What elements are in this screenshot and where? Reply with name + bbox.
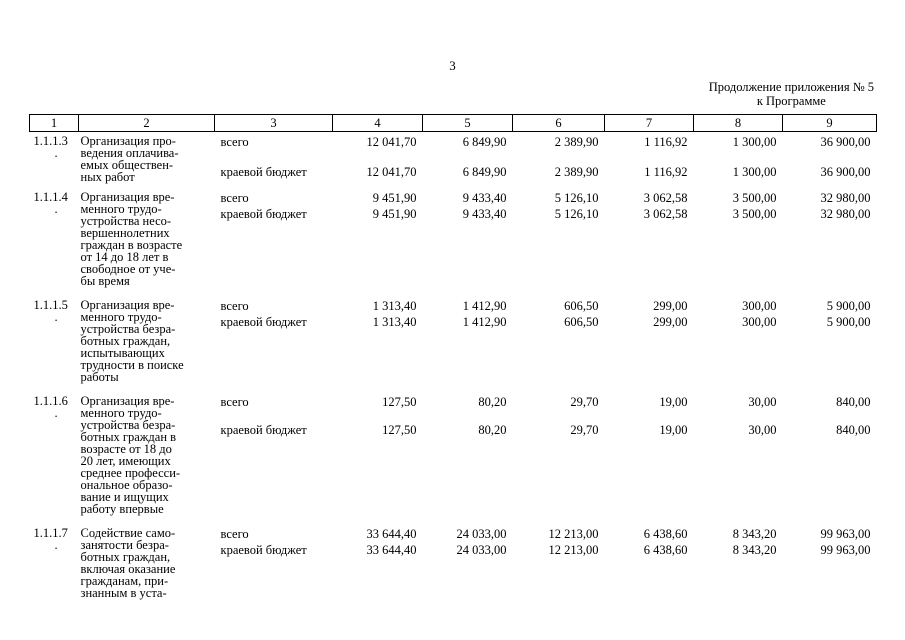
row-code-line: 1.1.1.7 xyxy=(33,525,68,540)
budget-value: 12 041,70 xyxy=(366,165,417,179)
total-value: 5 900,00 xyxy=(826,298,871,313)
row-name-line: вание и ищущих xyxy=(80,489,169,504)
budget-label: краевой бюджет xyxy=(220,422,307,437)
total-value: 80,20 xyxy=(478,394,507,409)
row-name-line: включая оказание xyxy=(80,561,176,576)
total-value: 36 900,00 xyxy=(820,135,871,149)
total-value: 1 412,90 xyxy=(462,298,507,313)
budget-label: краевой бюджет xyxy=(220,206,307,221)
total-value: 300,00 xyxy=(742,298,777,313)
row-name-line: устройства несо- xyxy=(80,213,172,228)
table-row xyxy=(30,188,877,296)
row-name xyxy=(79,392,215,524)
total-value-cell xyxy=(783,524,877,604)
row-name-line: 20 лет, имеющих xyxy=(80,453,171,468)
total-value-cell xyxy=(333,524,423,604)
budget-value: 300,00 xyxy=(742,314,777,329)
row-name-line: работу впервые xyxy=(80,501,164,516)
total-value: 12 041,70 xyxy=(366,135,417,149)
total-value: 127,50 xyxy=(382,394,417,409)
budget-value: 5 126,10 xyxy=(554,206,599,221)
row-name-line: менного трудо- xyxy=(80,309,162,324)
table-row xyxy=(30,524,877,604)
budget-value: 3 500,00 xyxy=(732,206,777,221)
column-header-8: 8 xyxy=(694,115,783,132)
row-name-line: среднее професси- xyxy=(80,465,181,480)
total-value-cell xyxy=(513,296,605,392)
row-name xyxy=(79,524,215,604)
row-code-line: 1.1.1.6 xyxy=(33,393,68,408)
total-value-cell xyxy=(605,188,694,296)
row-name-line: менного трудо- xyxy=(80,405,162,420)
total-label: всего xyxy=(220,394,249,409)
budget-value: 99 963,00 xyxy=(820,542,871,557)
row-name-line: граждан в возрасте xyxy=(80,237,183,252)
row-name-line: устройства безра- xyxy=(80,321,176,336)
row-name xyxy=(79,132,215,188)
column-header-3: 3 xyxy=(215,115,333,132)
budget-label: краевой бюджет xyxy=(220,542,307,557)
budget-value: 32 980,00 xyxy=(820,206,871,221)
total-value-cell xyxy=(333,188,423,296)
total-value: 3 062,58 xyxy=(643,190,688,205)
total-value-cell xyxy=(783,392,877,524)
budget-value: 9 433,40 xyxy=(462,206,507,221)
budget-value: 1 300,00 xyxy=(732,165,777,179)
total-value: 3 500,00 xyxy=(732,190,777,205)
row-name-line: испытывающих xyxy=(80,345,165,360)
total-value-cell xyxy=(605,392,694,524)
row-name-line: Организация вре- xyxy=(80,189,175,204)
total-value-cell xyxy=(423,132,513,188)
budget-value: 36 900,00 xyxy=(820,165,871,179)
total-value-cell xyxy=(694,524,783,604)
column-header-6: 6 xyxy=(513,115,605,132)
row-code-line: 1.1.1.5 xyxy=(33,297,68,312)
row-code-line: 1.1.1.4 xyxy=(33,189,68,204)
row-code-line: 1.1.1.3 xyxy=(33,134,68,148)
budget-value: 2 389,90 xyxy=(554,165,599,179)
total-value: 99 963,00 xyxy=(820,526,871,541)
row-code-line: . xyxy=(54,405,58,420)
row-name-line: емых обществен- xyxy=(80,158,174,172)
total-value-cell xyxy=(694,392,783,524)
row-name-line: устройства безра- xyxy=(80,417,176,432)
row-name-line: от 14 до 18 лет в xyxy=(80,249,169,264)
total-value: 299,00 xyxy=(653,298,688,313)
appendix-note-line-2: к Программе xyxy=(756,94,826,108)
total-label-cell xyxy=(215,132,333,188)
total-value-cell xyxy=(423,392,513,524)
total-value-cell xyxy=(605,296,694,392)
total-label: всего xyxy=(220,135,249,149)
total-label: всего xyxy=(220,190,249,205)
row-code xyxy=(30,296,79,392)
total-label-cell xyxy=(215,392,333,524)
budget-value: 1 412,90 xyxy=(462,314,507,329)
row-code-line: . xyxy=(54,146,58,160)
total-value: 19,00 xyxy=(659,394,688,409)
total-value-cell xyxy=(513,392,605,524)
budget-value: 12 213,00 xyxy=(548,542,599,557)
budget-table xyxy=(29,114,877,604)
row-name-line: менного трудо- xyxy=(80,201,162,216)
total-value: 1 300,00 xyxy=(732,135,777,149)
row-name-line: трудности в поиске xyxy=(80,357,184,372)
budget-value: 30,00 xyxy=(748,422,777,437)
row-code-line: . xyxy=(54,201,58,216)
row-name xyxy=(79,296,215,392)
total-value: 33 644,40 xyxy=(366,526,417,541)
total-value: 606,50 xyxy=(564,298,599,313)
total-label: всего xyxy=(220,526,249,541)
total-value-cell xyxy=(783,188,877,296)
total-value-cell xyxy=(333,296,423,392)
table-row xyxy=(30,392,877,524)
total-value-cell xyxy=(423,188,513,296)
budget-value: 606,50 xyxy=(564,314,599,329)
total-value-cell xyxy=(513,524,605,604)
row-name xyxy=(79,188,215,296)
total-value-cell xyxy=(783,296,877,392)
budget-value: 840,00 xyxy=(836,422,871,437)
total-value: 8 343,20 xyxy=(732,526,777,541)
budget-value: 299,00 xyxy=(653,314,688,329)
total-value: 9 433,40 xyxy=(462,190,507,205)
total-value-cell xyxy=(423,296,513,392)
budget-value: 1 116,92 xyxy=(644,165,688,179)
row-name-line: Организация про- xyxy=(80,134,176,148)
total-value: 24 033,00 xyxy=(456,526,507,541)
total-label-cell xyxy=(215,524,333,604)
column-number-row xyxy=(30,115,877,132)
total-value-cell xyxy=(605,524,694,604)
budget-value: 33 644,40 xyxy=(366,542,417,557)
column-header-2: 2 xyxy=(79,115,215,132)
row-name-line: ведения оплачива- xyxy=(80,146,179,160)
total-value: 1 313,40 xyxy=(372,298,417,313)
row-code-line: . xyxy=(54,309,58,324)
budget-value: 6 849,90 xyxy=(462,165,507,179)
row-name-line: ных работ xyxy=(80,170,135,184)
total-value-cell xyxy=(423,524,513,604)
row-code xyxy=(30,132,79,188)
total-value-cell xyxy=(333,132,423,188)
table-row xyxy=(30,296,877,392)
total-label-cell xyxy=(215,296,333,392)
total-value-cell xyxy=(333,392,423,524)
column-header-4: 4 xyxy=(333,115,423,132)
total-value: 840,00 xyxy=(836,394,871,409)
total-value: 30,00 xyxy=(748,394,777,409)
budget-value: 24 033,00 xyxy=(456,542,507,557)
budget-value: 127,50 xyxy=(382,422,417,437)
total-value: 5 126,10 xyxy=(554,190,599,205)
row-name-line: Организация вре- xyxy=(80,297,175,312)
budget-value: 29,70 xyxy=(570,422,599,437)
budget-value: 6 438,60 xyxy=(643,542,688,557)
row-name-line: занятости безра- xyxy=(80,537,169,552)
total-value-cell xyxy=(694,296,783,392)
budget-value: 80,20 xyxy=(478,422,507,437)
row-name-line: ботных граждан в xyxy=(80,429,177,444)
row-name-line: ботных граждан, xyxy=(80,549,171,564)
total-value: 2 389,90 xyxy=(554,135,599,149)
row-name-line: бы время xyxy=(80,273,130,288)
budget-label: краевой бюджет xyxy=(220,165,307,179)
row-code-line: . xyxy=(54,537,58,552)
page-number: 3 xyxy=(449,58,456,73)
row-name-line: свободное от уче- xyxy=(80,261,176,276)
row-name-line: ботных граждан, xyxy=(80,333,171,348)
budget-label: краевой бюджет xyxy=(220,314,307,329)
column-header-5: 5 xyxy=(423,115,513,132)
row-name-line: Организация вре- xyxy=(80,393,175,408)
total-value: 6 849,90 xyxy=(462,135,507,149)
row-name-line: работы xyxy=(80,369,119,384)
total-value: 1 116,92 xyxy=(644,135,688,149)
row-code xyxy=(30,188,79,296)
total-value-cell xyxy=(694,188,783,296)
total-value: 29,70 xyxy=(570,394,599,409)
budget-value: 19,00 xyxy=(659,422,688,437)
row-name-line: Содействие само- xyxy=(80,525,176,540)
budget-value: 5 900,00 xyxy=(826,314,871,329)
column-header-1: 1 xyxy=(30,115,79,132)
row-name-line: гражданам, при- xyxy=(80,573,169,588)
budget-value: 1 313,40 xyxy=(372,314,417,329)
total-value: 32 980,00 xyxy=(820,190,871,205)
table-row xyxy=(30,132,877,188)
column-header-9: 9 xyxy=(783,115,877,132)
total-value-cell xyxy=(783,132,877,188)
total-value: 9 451,90 xyxy=(372,190,417,205)
total-value: 6 438,60 xyxy=(643,526,688,541)
row-name-line: знанным в уста- xyxy=(80,585,167,600)
total-label-cell xyxy=(215,188,333,296)
row-name-line: вершеннолетних xyxy=(80,225,170,240)
column-header-7: 7 xyxy=(605,115,694,132)
row-name-line: ональное образо- xyxy=(80,477,173,492)
total-value-cell xyxy=(513,132,605,188)
total-value-cell xyxy=(605,132,694,188)
total-value-cell xyxy=(694,132,783,188)
total-label: всего xyxy=(220,298,249,313)
row-name-line: возрасте от 18 до xyxy=(80,441,172,456)
budget-value: 8 343,20 xyxy=(732,542,777,557)
total-value: 12 213,00 xyxy=(548,526,599,541)
appendix-note xyxy=(709,80,874,108)
total-value-cell xyxy=(513,188,605,296)
budget-value: 9 451,90 xyxy=(372,206,417,221)
appendix-note-line-1: Продолжение приложения № 5 xyxy=(708,80,874,94)
row-code xyxy=(30,392,79,524)
row-code xyxy=(30,524,79,604)
budget-value: 3 062,58 xyxy=(643,206,688,221)
